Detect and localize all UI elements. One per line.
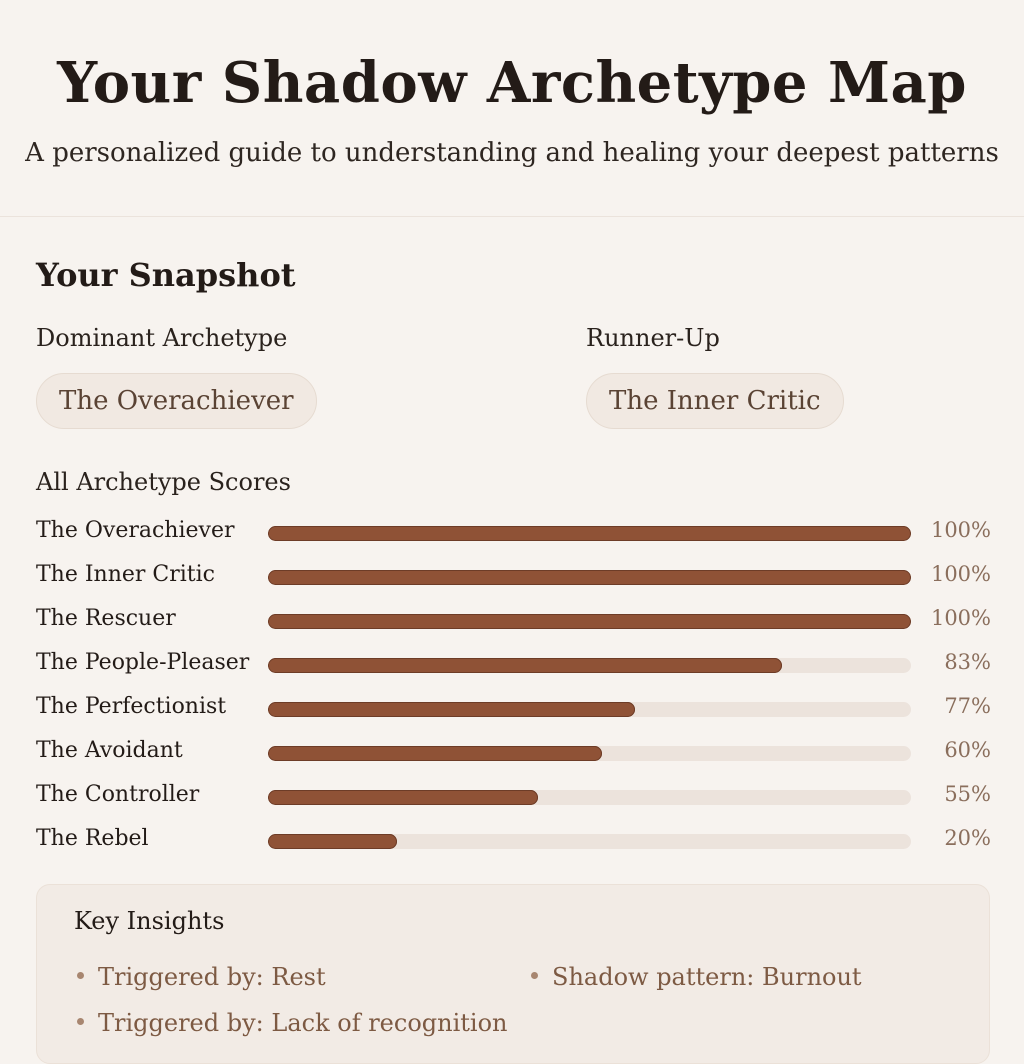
scores-title: All Archetype Scores bbox=[36, 468, 291, 496]
score-bar-fill bbox=[268, 702, 635, 717]
score-row bbox=[0, 518, 1024, 548]
page-title: Your Shadow Archetype Map bbox=[57, 50, 967, 116]
score-row-percent: 55% bbox=[944, 782, 991, 806]
score-row-label: The Inner Critic bbox=[36, 562, 215, 587]
score-bar-track bbox=[268, 790, 911, 805]
score-row bbox=[0, 562, 1024, 592]
score-bar-track bbox=[268, 834, 911, 849]
key-insights-title: Key Insights bbox=[74, 907, 225, 935]
score-bar-fill bbox=[268, 746, 602, 761]
runner-up-badge: The Inner Critic bbox=[586, 373, 844, 429]
score-row-percent: 77% bbox=[944, 694, 991, 718]
dominant-archetype-label: Dominant Archetype bbox=[36, 324, 288, 352]
snapshot-title: Your Snapshot bbox=[36, 256, 296, 294]
score-row-percent: 100% bbox=[930, 606, 991, 630]
score-bar-fill bbox=[268, 834, 397, 849]
score-bar-fill bbox=[268, 614, 911, 629]
score-row-label: The People-Pleaser bbox=[36, 650, 250, 675]
score-row bbox=[0, 826, 1024, 856]
insight-text: Shadow pattern: Burnout bbox=[552, 963, 862, 991]
score-row bbox=[0, 650, 1024, 680]
insight-item bbox=[77, 1009, 508, 1037]
score-bar-track bbox=[268, 526, 911, 541]
score-bar-track bbox=[268, 746, 911, 761]
score-bar-track bbox=[268, 570, 911, 585]
page-header bbox=[0, 0, 1024, 217]
runner-up-label: Runner-Up bbox=[586, 324, 720, 352]
score-row-percent: 83% bbox=[944, 650, 991, 674]
score-row-label: The Avoidant bbox=[36, 738, 183, 763]
score-row-percent: 60% bbox=[944, 738, 991, 762]
page-subtitle: A personalized guide to understanding and healing your deepest patterns bbox=[25, 138, 999, 168]
score-bar-track bbox=[268, 658, 911, 673]
score-row bbox=[0, 694, 1024, 724]
score-row-label: The Overachiever bbox=[36, 518, 235, 543]
score-row-percent: 20% bbox=[944, 826, 991, 850]
score-bar-fill bbox=[268, 658, 782, 673]
key-insights-card bbox=[36, 884, 990, 1064]
insight-text: Triggered by: Rest bbox=[98, 963, 326, 991]
score-row bbox=[0, 782, 1024, 812]
score-row-label: The Perfectionist bbox=[36, 694, 227, 719]
dominant-archetype-badge: The Overachiever bbox=[36, 373, 317, 429]
score-row-percent: 100% bbox=[930, 518, 991, 542]
bullet-icon bbox=[77, 972, 84, 979]
insight-item bbox=[77, 963, 326, 991]
score-bar-track bbox=[268, 614, 911, 629]
score-row-label: The Rebel bbox=[36, 826, 149, 851]
insight-text: Triggered by: Lack of recognition bbox=[98, 1009, 508, 1037]
score-bar-track bbox=[268, 702, 911, 717]
score-row-label: The Rescuer bbox=[36, 606, 176, 631]
score-bar-fill bbox=[268, 526, 911, 541]
score-row-label: The Controller bbox=[36, 782, 200, 807]
score-bar-fill bbox=[268, 570, 911, 585]
bullet-icon bbox=[531, 972, 538, 979]
insight-item bbox=[531, 963, 862, 991]
score-row bbox=[0, 738, 1024, 768]
score-bar-fill bbox=[268, 790, 538, 805]
score-row bbox=[0, 606, 1024, 636]
score-row-percent: 100% bbox=[930, 562, 991, 586]
